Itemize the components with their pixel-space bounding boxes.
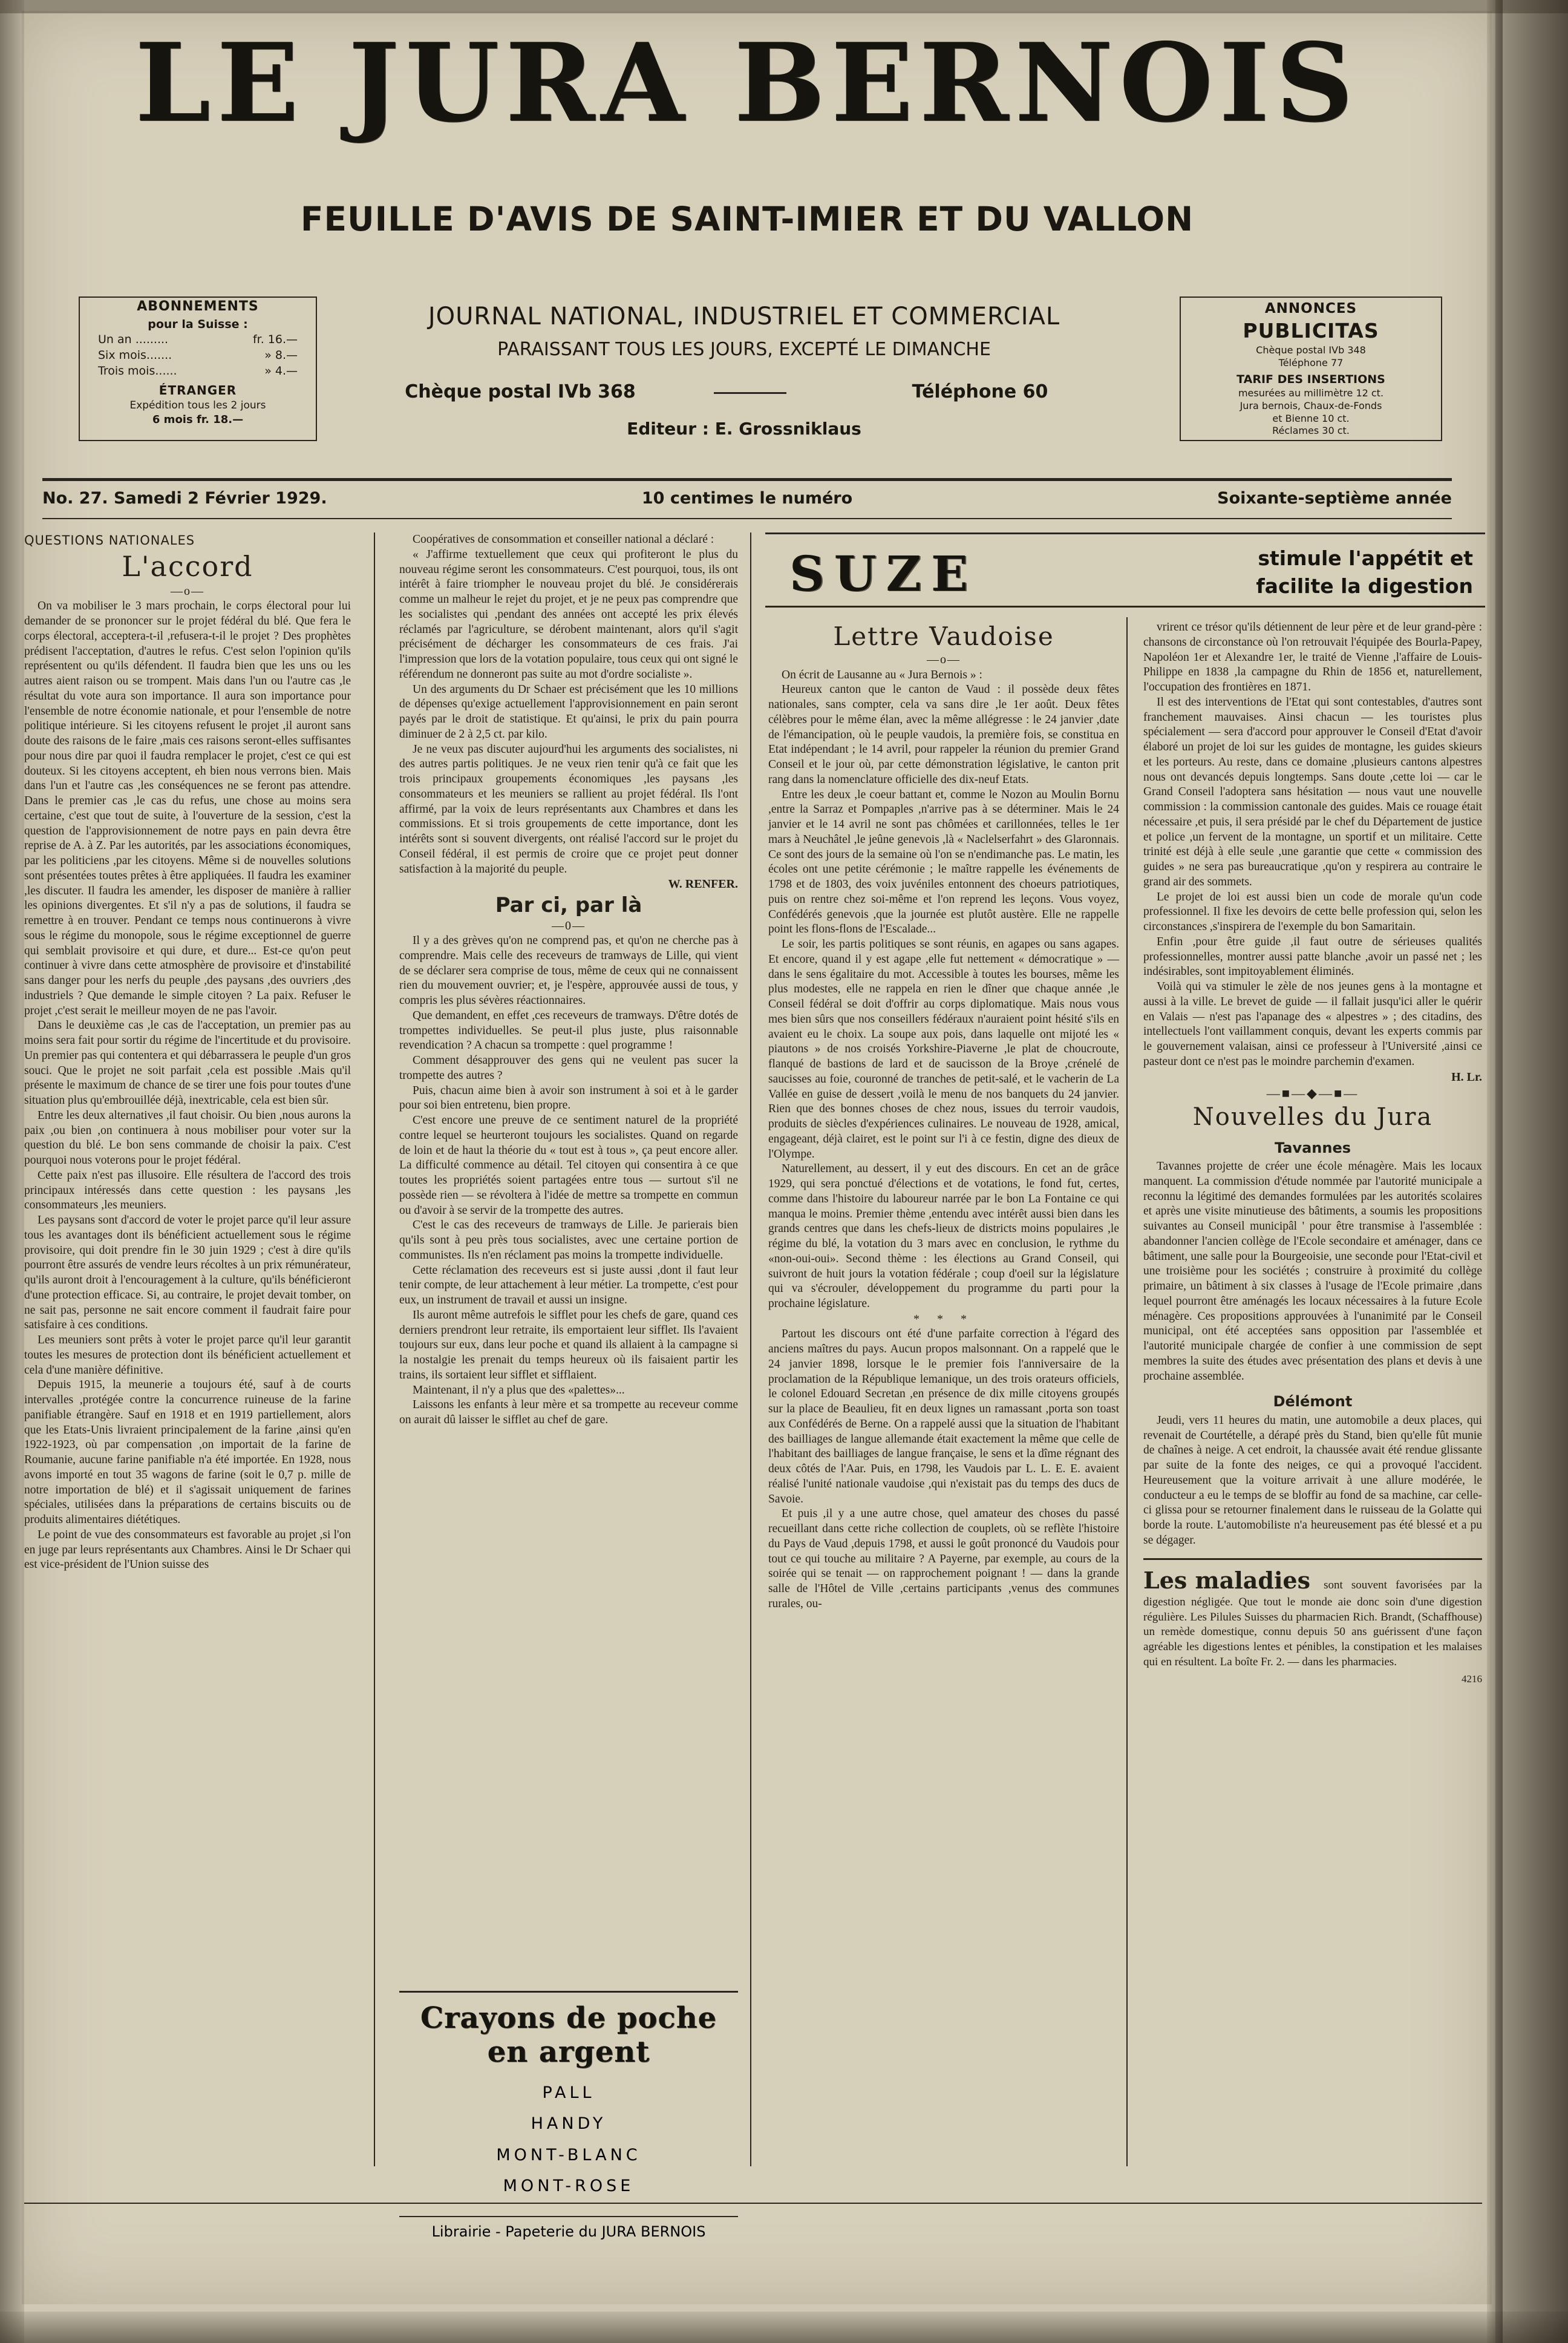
- page-bottom-shadow: [0, 2312, 1568, 2343]
- issue-price: 10 centimes le numéro: [641, 489, 853, 508]
- announcements-line5: et Bienne 10 ct.: [1272, 412, 1350, 424]
- ad-crayons-items: [399, 2077, 738, 2201]
- dateline: On écrit de Lausanne au « Jura Bernois » :: [782, 668, 982, 681]
- subscriptions-heading: ABONNEMENTS: [137, 299, 259, 314]
- ad-crayons-title: Crayons de poche en argent: [420, 2001, 717, 2069]
- paragraph: Depuis 1915, la meunerie a toujours été, sauf à de courts intervalles ,protégée contre la concurrence ruineuse de la farine panifiable étrangère. Sauf en 1918 et en 1919 partiellement, alors que les Etats-Unis livraient principalement de la farine ,ainsi qu'en 1922-1923, où par compensation ,on importait de la farine de Roumanie, aucune farine panifiable n'a été importée. En 1928, nous avons importé en tout 35 wagons de farine (soit le 0,7 p. mille de notre importation de blé) et il s'agissait uniquement de farines spéciales, utilisées dans la préparations de certains biscuits ou de produits alimentaires diététiques.: [24, 1378, 351, 1527]
- subsection-title-tavannes: Tavannes: [1274, 1139, 1351, 1156]
- subscriptions-foreign-line2: 6 mois fr. 18.—: [152, 413, 244, 427]
- announcements-line3: mesurées au millimètre 12 ct.: [1238, 387, 1384, 399]
- paragraph: Le point de vue des consommateurs est favorable au projet ,si l'on en juge par leurs représentants aux Chambres. Ainsi le Dr Schaer qui est vice-président de l'Union suisse des: [24, 1528, 351, 1571]
- ad-maladies-title: Les maladies: [1143, 1566, 1310, 1594]
- masthead-subtitle: FEUILLE D'AVIS DE SAINT-IMIER ET DU VALLON: [300, 200, 1194, 238]
- subscriptions-subheading: pour la Suisse :: [148, 317, 248, 331]
- header-rule-bottom: [42, 518, 1452, 519]
- announcements-line4: Jura bernois, Chaux-de-Fonds: [1240, 399, 1382, 411]
- issue-year: Soixante-septième année: [1217, 489, 1452, 508]
- masthead-telephone: Téléphone 60: [912, 381, 1048, 402]
- subscriptions-row-price: » 8.—: [264, 348, 298, 362]
- paragraph: C'est encore une preuve de ce sentiment naturel de la propriété contre lequel se heurteront toujours les socialistes. Quand on regarde de loin et de haut la théorie du « tout est à tous », ça peut encore aller. La difficulté commence au détail. Tel citoyen qui consentira à ce que toutes les propriétés soient partagées entre tous — surtout s'il ne possède rien — se révoltera à l'idée de mettre sa trompette en commun ou d'avoir à se servir de la trompette des autres.: [399, 1114, 738, 1217]
- paragraph: Entre les deux alternatives ,il faut choisir. Ou bien ,nous aurons la paix ,ou bien ,on continuera à nous mobiliser pour voter sur la question du blé. Le bon sens commande de choisir la paix. C'est pourquoi nous voterons pour le projet fédéral.: [24, 1109, 351, 1167]
- paragraph: Ils auront même autrefois le sifflet pour les chefs de gare, quand ces derniers prendront leur retraite, ils emportaient leur sifflet. Ils l'avaient toujours sur eux, dans leur poche et quand ils allaient à la campagne si la nostalgie les prenait du temps heureux où ils faisaient partir les trains, ils sortaient leur sifflet et sifflaient.: [399, 1308, 738, 1381]
- paragraph-ornament: * * *: [913, 1312, 974, 1326]
- column-3: [768, 620, 1119, 1612]
- ad-suze-line2: facilite la digestion: [1256, 574, 1473, 598]
- issue-date: Samedi 2 Février 1929.: [114, 489, 327, 508]
- paragraph: Maintenant, il n'y a plus que des «palettes»...: [413, 1383, 625, 1397]
- announcements-line2: Téléphone 77: [1278, 356, 1344, 369]
- ad-crayons-item: MONT-BLANC: [496, 2145, 641, 2164]
- paragraph: Naturellement, au dessert, il y eut des discours. En cet an de grâce 1929, qui sera ponctué d'élections et de votations, le fond fut, certes, comme dans l'histoire du laboureur narrée par le bon La Fontaine ce qui manqua le moins. Premier thème ,entendu avec intérêt aussi bien dans les grands centres que dans les chefs-lieux de districts moins populaires ,le régime du blé, la votation du 3 mars avec en conclusion, le rythme du «non-oui-oui». Second thème : les élections au Grand Conseil, qui suivront de huit jours la votation fédérale ; coup d'oeil sur la législature qui va s'écrouler, développement du programme du parti pour la prochaine législature.: [768, 1162, 1119, 1311]
- subscriptions-row: [80, 348, 316, 364]
- ad-suze-line1: stimule l'appétit et: [1258, 546, 1473, 570]
- announcements-brand: PUBLICITAS: [1243, 318, 1379, 342]
- section-kicker: QUESTIONS NATIONALES: [24, 533, 195, 548]
- page-gutter-shadow: [1495, 0, 1568, 2343]
- issue-bar: [42, 489, 1452, 513]
- article-signature: H. Lr.: [1451, 1070, 1482, 1084]
- section-title-nouvelles-du-jura: Nouvelles du Jura: [1192, 1103, 1433, 1131]
- ad-crayons-item: MONT-ROSE: [503, 2176, 635, 2195]
- announcements-line1: Chèque postal IVb 348: [1256, 344, 1366, 356]
- header-rule-top: [42, 478, 1452, 481]
- paragraph: « J'affirme textuellement que ceux qui profiteront le plus du nouveau régime seront les consommateurs. C'est pourquoi, tous, ils ont intérêt à faire triompher le nouveau projet du blé. Je considérerais comme un malheur le rejet du projet, et je ne peux pas comprendre que les socialistes qui ,pendant des années ont accepté les prix élevés réclamés par l'agriculture, se dérobent maintenant, alors qu'il s'agit précisément de décharger les consommateurs de ces frais. J'ai l'impression que lors de la votation populaire, tous ceux qui ont signé le référendum ne donneront pas suite au mot d'ordre socialiste ».: [399, 548, 738, 681]
- paragraph: Je ne veux pas discuter aujourd'hui les arguments des socialistes, ni des autres partis politiques. Je ne veux rien tenir qu'à ce fait que les trois principaux groupements économiques ,les paysans ,les consommateurs et les meuniers se rallient au projet fédéral. Ils l'ont affirmé, par la voix de leurs représentants aux Chambres et dans les commissions. Et si trois groupements de cette importance, dont les intérêts sont si souvent divergents, ont réalisé l'accord sur le projet du Conseil fédéral, il est permis de croire que ce projet peut donner satisfaction à la majorité du peuple.: [399, 742, 738, 876]
- paragraph: Le projet de loi est aussi bien un code de morale qu'un code professionnel. Il fixe les devoirs de cette belle profession qui, selon les circonstances ,s'inspirera de l'exemple du bon Samaritain.: [1143, 890, 1482, 933]
- paragraph: Le soir, les partis politiques se sont réunis, en agapes ou sans agapes. Et encore, quand il y est agape ,elle fut nettement « démocratique » — dans le sens égalitaire du mot. Accessible à toutes les bourses, même les plus modestes, elle ne rappela en rien le dîner que chaque année ,le Conseil fédéral se doit d'offrir au corps diplomatique. Mais nous vous mes bien sûrs que nos conseillers fédéraux n'auraient point hésité s'ils en avaient eu le choix. La soupe aux pois, dans laquelle ont mijoté les « piautons » de nos croisés Yorkshire-Piaverne ,le plat de choucroute, flanqué de bastions de lard et de saucisson de la Broye ,crénelé de saucisses au foie, couronné de tranches de petit-salé, et le vacherin de La Vallée en guise de dessert ,voilà le menu de nos banquets du 24 janvier. Rien que des bonnes choses de chez nous, issues du terroir vaudois, produits de siècles d'expériences culinaires. Le nouveau de 1928, amical, engageant, déjà clairet, est le point sur l'i à ce festin, digne des dieux de l'Olympe.: [768, 938, 1119, 1161]
- masthead-journal-line: JOURNAL NATIONAL, INDUSTRIEL ET COMMERCIAL: [428, 303, 1060, 330]
- title-separator: —o—: [171, 585, 204, 598]
- subscriptions-row-price: fr. 16.—: [252, 333, 298, 347]
- column-2: [399, 532, 738, 1428]
- ad-les-maladies[interactable]: [1143, 1558, 1482, 1686]
- paragraph: Un des arguments du Dr Schaer est précisément que les 10 millions de dépenses qu'exige actuellement l'approvisionnement en pain seront payés par le droit de statistique. Et qu'ainsi, le prix du pain pourra diminuer de 2 à 2,5 ct. par kilo.: [399, 683, 738, 741]
- announcements-heading: ANNONCES: [1264, 301, 1357, 316]
- ad-suze-brand: SUZE: [789, 545, 978, 602]
- masthead-editor: Editeur : E. Grossniklaus: [627, 419, 861, 439]
- paragraph: Les meuniers sont prêts à voter le projet parce qu'il leur garantit toutes les mesures de protection dont ils bénéficient actuellement et cela d'une manière définitive.: [24, 1334, 351, 1377]
- masthead-title: LE JURA BERNOIS: [135, 19, 1359, 146]
- column-1: [24, 532, 351, 1573]
- paragraph: Comment désapprouver des gens qui ne veulent pas sucer la trompette des autres ?: [399, 1054, 738, 1082]
- masthead-divider: [714, 392, 786, 394]
- paragraph: Heureux canton que le canton de Vaud : il possède deux fêtes nationales, sans compter, cela va sans dire ,le 1er août. Deux fêtes célèbres pour le même élan, avec la même allégresse : le 24 janvier ,date de l'émancipation, où le peuple vaudois, la première fois, se constitua en Etat indépendant ; le 14 avril, pour rappeler la réunion du premier Grand Conseil et le jour où, par cette démonstration législative, le canton prit rang dans la nomenclature officielle des dix-neuf Etats.: [768, 683, 1119, 786]
- paragraph: Que demandent, en effet ,ces receveurs de tramways. D'être dotés de trompettes individuelles. Se peut-il plus juste, plus raisonnable revendication ? A chacun sa trompette : quel programme !: [399, 1009, 738, 1052]
- ad-crayons-de-poche[interactable]: [399, 1991, 738, 2241]
- paragraph: Voilà qui va stimuler le zèle de nos jeunes gens à la montagne et aussi à la ville. Le brevet de guide — il fallait jusqu'ici aller le quérir en Valais — n'est pas l'apanage des « alpestres » ; des citadins, des intellectuels l'ont vaillamment conquis, devant les experts commis par le gouvernement valaisan, ainsi ce professeur à l'Université ,ainsi ce pasteur dont ce n'est pas le moindre parchemin d'examen.: [1143, 980, 1482, 1068]
- paragraph: Coopératives de consommation et conseiller national a déclaré :: [413, 533, 714, 546]
- subscriptions-row: [80, 332, 316, 348]
- paragraph: Entre les deux ,le coeur battant et, comme le Nozon au Moulin Bornu ,entre la Sarraz et Pompaples ,n'arrive pas à se déterminer. Mais le 24 janvier et le 14 avril ne sont pas chômées et carillonnées, telles le 1er mars à Neuchâtel ,le jeûne genevois ,là « Naclelserfahrt » des Glaronnais. Ce sont des jours de la semaine où l'on se n'endimanche pas. Le matin, les écoles ont une petite cérémonie ; le maître rappelle les événements de 1798 et de 1803, des voix juvéniles entonnent des choeurs patriotiques, puis on rentre chez soi-même et l'on reprend les leçons. Vous voyez, Confédérés genevois ,que la journée est plutôt austère. Elle ne rappelle point les flons-flons de l'Escalade...: [768, 788, 1119, 936]
- paragraph: Il est des interventions de l'Etat qui sont contestables, d'autres sont franchement mauvaises. Ainsi chacun — les touristes plus spécialement — sera d'accord pour approuver le Conseil d'Etat d'avoir élaboré un projet de loi sur les guides de montagne, les guides skieurs et les porteurs. Au reste, dans ce domaine ,plusieurs cantons alpestres nous ont devancés depuis longtemps. Sans doute ,cette loi — car le Grand Conseil l'adoptera sans hésitation — nous vaut une nouvelle commission : la commission cantonale des guides. Mais ce rouage était nécessaire ,et puis, il sera présidé par le chef du Département de justice et police ,un fervent de la montagne, un sportif et un militaire. Cette trinité est déjà à elle seule ,une garantie que cette « commission des guides » ne sera pas bureaucratique ,qu'on y respirera au contraire le grand air des sommets.: [1143, 695, 1482, 888]
- ad-suze[interactable]: [765, 532, 1485, 608]
- announcements-box: [1180, 297, 1442, 441]
- page-top-shadow: [0, 0, 1568, 13]
- article-title-accord: L'accord: [122, 549, 253, 583]
- ad-maladies-text: sont souvent favorisées par la digestion négligée. Que tout le monde aie donc soin d'une digestion régulière. Les Pilules Suisses du pharmacien Rich. Brandt, (Schaffhouse) un remède domestique, connu depuis 50 ans guérissent d'une façon agréable les digestions lentes et pénibles, la constipation et les malaises qui en résultent. La boîte Fr. 2. — dans les pharmacies.: [1143, 1578, 1482, 1668]
- paragraph: Enfin ,pour être guide ,il faut outre de sérieuses qualités professionnelles, montrer aussi patte blanche ,avoir un passé net ; les indésirables, sont impitoyablement éliminés.: [1143, 935, 1482, 978]
- paragraph: vrirent ce trésor qu'ils détiennent de leur père et de leur grand-père : chansons de circonstance où l'on retrouvait l'équipée des Bourla-Papey, Napoléon 1er et Alexandre 1er, le traité de Vienne ,l'affaire de Louis-Philippe en 1838 ,la campagne du Rhin de 1856 et, naturellement, l'occupation des frontières en 1871.: [1143, 621, 1482, 693]
- title-separator: —o—: [927, 653, 961, 667]
- subscriptions-row: [80, 364, 316, 379]
- paragraph: Laissons les enfants à leur mère et sa trompette au receveur comme on aurait dû laisser le sifflet au chef de gare.: [399, 1398, 738, 1427]
- column-4: [1143, 620, 1482, 1685]
- announcements-tarif-heading: TARIF DES INSERTIONS: [1236, 373, 1385, 387]
- subscriptions-box: [79, 297, 317, 441]
- announcements-line6: Réclames 30 ct.: [1272, 425, 1350, 437]
- issue-number: No. 27.: [42, 489, 108, 508]
- subscriptions-row-label: Six mois.......: [98, 348, 172, 362]
- paragraph: Puis, chacun aime bien à avoir son instrument à soi et à le garder pour soi bien entretenu, bien propre.: [399, 1084, 738, 1112]
- column-separator-2: [750, 532, 751, 2166]
- footer-rule: [24, 2203, 1482, 2204]
- paragraph: Dans le deuxième cas ,le cas de l'acceptation, un premier pas au moins sera fait pour sortir du régime de l'incertitude et du provisoire. Un premier pas qui contentera et qui débarrassera le peuple d'un gros souci. Que le projet ne soit parfait ,cela est possible .Mais qu'il présente le maximum de chance de se tirer une fois pour toutes d'une situation plus qu'embrouillée déjà, inextricable, cela est bien sûr.: [24, 1019, 351, 1107]
- subscriptions-foreign-line1: Expédition tous les 2 jours: [129, 399, 266, 412]
- ad-crayons-item: PALL: [542, 2083, 595, 2102]
- paragraph: Cette réclamation des receveurs est si juste aussi ,dont il faut leur tenir compte, de leur attachement à leur métier. La trompette, c'est pour eux, un instrument de travail et aussi un insigne.: [399, 1263, 738, 1307]
- subsection-title-delemont: Délémont: [1273, 1393, 1353, 1411]
- title-separator: —0—: [552, 919, 586, 932]
- ad-crayons-item: HANDY: [531, 2114, 607, 2134]
- section-ornament: —■—◆—■—: [1266, 1085, 1359, 1101]
- article-title-lettre-vaudoise: Lettre Vaudoise: [833, 621, 1054, 651]
- paragraph: Partout les discours ont été d'une parfaite correction à l'égard des anciens maîtres du pays. Aucun propos malsonnant. On a rappelé que le 24 janvier 1898, lorsque le le premier fois l'anniversaire de la proclamation de la République lemanique, un des trois orateurs officiels, le colonel Edouard Secretan ,en présence de dix mille citoyens groupés sur la place de Beaulieu, fit en deux lignes un ramassant ,porta son toast aux Confédérés de Berne. On a rappelé aussi que la situation de l'habitant des bailliages de langue allemande était exactement la même que celle de l'habitant des bailliages de langue française, le sens et la dîme régnant des deux côtés de l'Aar. Puis, en 1798, les Vaudois par L. L. E. E. avaient réalisé l'unité nationale vaudoise ,qui n'existait pas du temps des ducs de Savoie.: [768, 1328, 1119, 1506]
- column-separator-3: [1126, 617, 1128, 2166]
- masthead-cheque-postal: Chèque postal IVb 368: [405, 381, 636, 402]
- article-signature: W. RENFER.: [668, 877, 738, 891]
- paragraph: Il y a des grèves qu'on ne comprend pas, et qu'on ne cherche pas à comprendre. Mais celle des receveurs de tramways de Lille, qui vient de se déclarer sera comprise de tous, même de ceux qui ne connaissent rien du mouvement ouvrier; et, je l'espère, approuvée aussi de tous, y compris les plus sévères réactionnaires.: [399, 934, 738, 1008]
- paragraph: Cette paix n'est pas illusoire. Elle résultera de l'accord des trois principaux intéressés dans cette question : les paysans ,les consommateurs ,les meuniers.: [24, 1168, 351, 1212]
- column-separator-1: [374, 532, 375, 2166]
- page-left-shadow: [0, 0, 24, 2343]
- subscriptions-foreign-heading: ÉTRANGER: [158, 383, 237, 398]
- paragraph: Tavannes projette de créer une école ménagère. Mais les locaux manquent. La commission d'étude nommée par l'autorité municipale a reconnu la légitimé des demandes formulées par les autorités scolaires et après une visite minutieuse des bâtiments, a soumis les propositions suivantes au Conseil municipâl ' pour être transmise à l'assemblée : abandonner l'ancien collège de l'Ecole secondaire et aménager, dans ce bâtiment, une salle pour la Bourgeoisie, une seconde pour l'Etat-civil et une troisième pour les sociétés ; construire à proximité du collège primaire, un bâtiment à six classes à l'usage de l'Ecole primaire ,dans lequel pourront être aménagés les locaux nécessaires à la future Ecole ménagère. Ces propositions approuvées à l'unanimité par le Conseil municipal, ont été acceptées sans opposition par l'assemblée et l'autorité municipale chargée de confier à une commission de sept membres la suite des études avec présentation des plans et devis à une prochaine assemblée.: [1143, 1160, 1482, 1383]
- article-title-par-ci-par-la: Par ci, par là: [495, 893, 642, 917]
- subscriptions-row-label: Un an .........: [98, 333, 169, 347]
- paragraph: C'est le cas des receveurs de tramways de Lille. Je parierais bien qu'ils sont à peu près tous socialistes, avec une certaine portion de communistes. Ils n'en réclament pas moins la trompette individuelle.: [399, 1219, 738, 1262]
- paragraph: Les paysans sont d'accord de voter le projet parce qu'il leur assure tous les avantages dont ils bénéficient actuellement sous le régime provisoire, qui doit prendre fin le 30 juin 1929 ; c'est à dire qu'ils pourront être assurés de vendre leurs récoltes à un prix rémunérateur, qu'ils auront droit à l'encouragement à la culture, qu'ils bénéficieront d'une protection efficace. Si, au contraire, le projet devait tomber, on ne sait pas, personne ne sait encore comment il faudrait faire pour satisfaire à ces conditions.: [24, 1214, 351, 1332]
- ad-maladies-reference: 4216: [1462, 1673, 1482, 1685]
- paragraph: Jeudi, vers 11 heures du matin, une automobile a deux places, qui revenait de Courtételle, a dérapé près du Stand, bien qu'elle fût munie de chaînes à neige. A cet endroit, la chaussée avait été rendue glissante par suite de la fonte des neiges, ce qui a provoqué l'accident. Heureusement que la voiture arrivait à une allure modérée, le conducteur a eu le temps de se bloffir au fond de sa machine, car celle-ci glissa pour se retourner finalement dans le ruisseau de la Golatte qui borde la route. L'automobiliste n'a heureusement pas été blessé et a pu se dégager.: [1143, 1414, 1482, 1547]
- subscriptions-row-price: » 4.—: [264, 364, 298, 378]
- paragraph: Et puis ,il y a une autre chose, quel amateur des choses du passé recueillant dans cette riche collection de couplets, où se reflète l'histoire du Pays de Vaud ,depuis 1798, et aussi le goût prononcé du Vaudois pour tout ce qui touche au militaire ? A Payerne, par exemple, au cours de la soirée qui se tenait — on rapprochement poignant ! — dans la grande salle de l'Hôtel de Ville ,certains participants ,venus des communes rurales, ou-: [768, 1507, 1119, 1610]
- paragraph: On va mobiliser le 3 mars prochain, le corps électoral pour lui demander de se prononcer sur le projet fédéral du blé. Que fera le corps électoral, acceptera-t-il ,refusera-t-il le projet ? Des prophètes prédisent l'acceptation, d'autres le refus. C'est selon l'opinion qu'ils représentent ou qu'ils défendent. Il faudra bien que les uns ou les autres aient raison ou se trompent. Mais dans l'un ou l'autre cas ,le résultat du vote aura son importance. Il aura son importance pour l'ensemble de notre économie nationale, et pour l'ensemble de notre politique intérieure. Si les citoyens refusent le projet ,il auront sans doute des raisons de le faire ,mais ces raisons seront-elles suffisantes pour nous dire par quoi il faudra remplacer le projet, c'est ce qui est douteux. Si les citoyens acceptent, eh bien nous verrons bien. Mais dans l'un et l'autre cas ,les conséquences ne se feront pas attendre. Dans le premier cas ,le cas du refus, une chose au moins sera certaine, c'est que tout de suite, à l'ouverture de la session, c'est la question de l'approvisionnement de notre pays en pain devra être reprise de A. à Z. Par les autorités, par les associations économiques, par les politiciens ,par les citoyens. Même si de nouvelles solutions sont présentées toutes prêtes à être appliquées. Il faudra les examiner ,les discuter. Il faudra les amender, les disposer de manière à rallier les opinions divergentes. Et s'il n'y a pas de solutions, il faudra se remettre à en trouver. Pendant ce temps nous continuerons à vivre sous le régime du monopole, sous le régime exceptionnel de guerre qui semblait provisoire et qui dure, et dure... Est-ce qu'on peut continuer à vivre dans cette atmosphère de provisoire et d'instabilité sans danger pour les nerfs du peuple ,des paysans ,des ouvriers ,des industriels ? Que demande le simple citoyen ? La paix. Refuser le projet ,c'est serait le meilleur moyen de ne pas l'avoir.: [24, 600, 351, 1017]
- ad-crayons-footer: Librairie - Papeterie du JURA BERNOIS: [399, 2216, 738, 2240]
- masthead-paraissant-line: PARAISSANT TOUS LES JOURS, EXCEPTÉ LE DIMANCHE: [497, 339, 991, 360]
- subscriptions-row-label: Trois mois......: [98, 364, 177, 378]
